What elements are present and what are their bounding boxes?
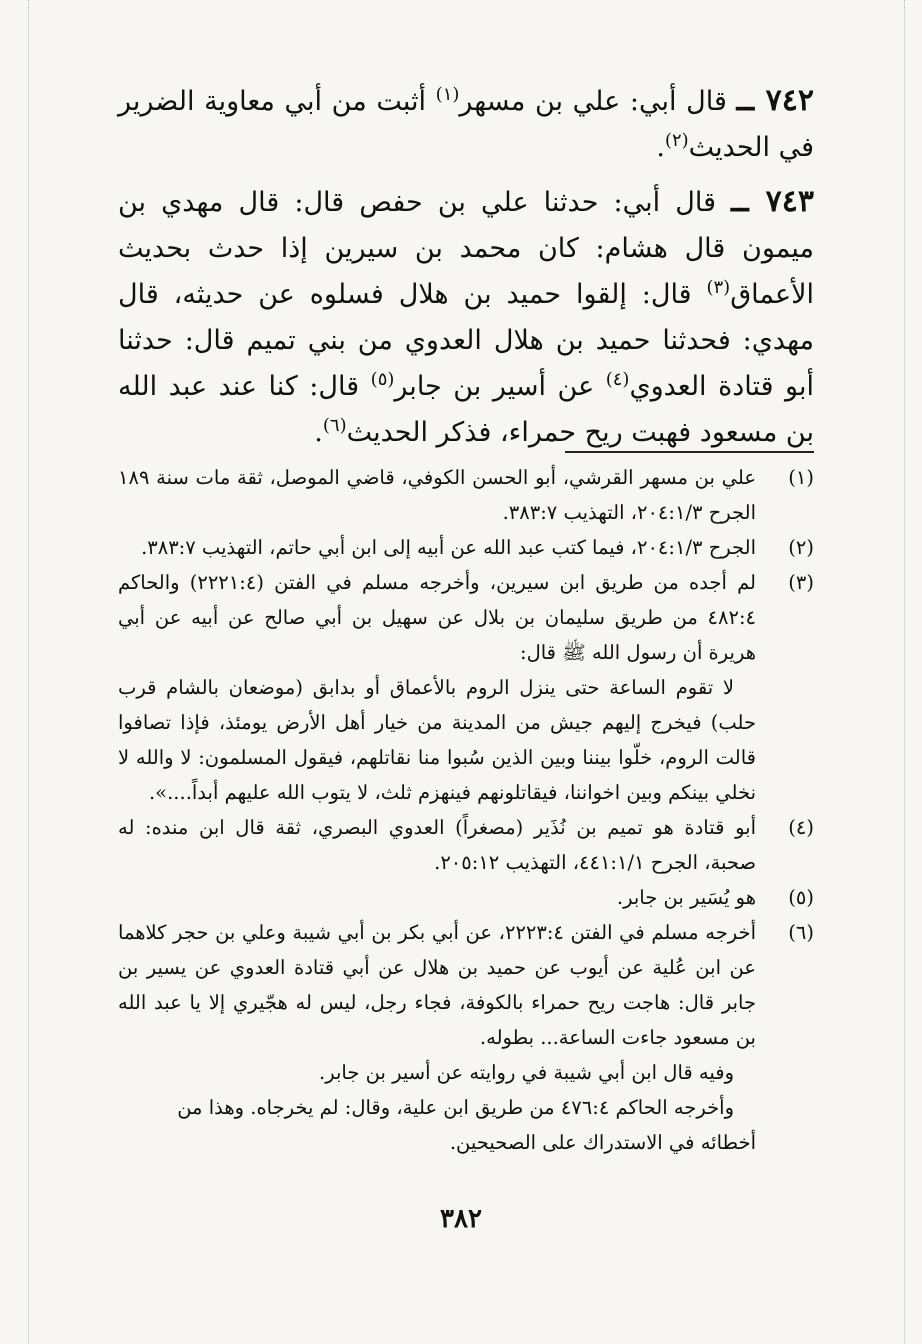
entry-text: . — [656, 132, 665, 163]
footnote-2 — [118, 530, 814, 565]
footnote-ref: (٣) — [706, 277, 731, 298]
footnotes — [118, 460, 814, 1160]
entry-text: قال: كنا عند عبد الله بن مسعود فهبت ريح حمراء، فذكر الحديث — [118, 371, 814, 448]
footnote-continuation: وأخرجه الحاكم ٤٧٦:٤ من طريق ابن علية، وقال: لم يخرجاه. وهذا من أخطائه في الاستدراك على الصحيحين. — [177, 1096, 756, 1154]
entry-number: ٧٤٣ ــ — [731, 184, 814, 219]
footnote-3 — [118, 565, 814, 810]
entry-text: عن أسير بن جابر — [394, 371, 606, 402]
main-text — [118, 78, 814, 464]
footnote-number: (١) — [788, 466, 814, 489]
footnote-4 — [118, 810, 814, 880]
footnote-continuation: وفيه قال ابن أبي شيبة في روايته عن أسير بن جابر. — [319, 1061, 734, 1084]
entry-text: أثبت من أبي معاوية الضرير في الحديث — [118, 86, 814, 163]
footnote-6 — [118, 915, 814, 1055]
entry-number: ٧٤٢ ــ — [736, 83, 814, 118]
footnote-1 — [118, 460, 814, 530]
footnote-text: أخرجه مسلم في الفتن ٢٢٢٣:٤، عن أبي بكر بن أبي شيبة وعلي بن حجر كلاهما عن ابن عُلية عن أيوب عن حميد بن هلال عن أبي قتادة العدوي عن يسير بن جابر قال: هاجت ريح حمراء بالكوفة، فجاء رجل، ليس له هجّيري إلا يا عبد الله بن مسعود جاءت الساعة... بطوله. — [118, 921, 757, 1049]
footnote-5 — [118, 880, 814, 915]
footnote-separator — [565, 451, 814, 453]
footnote-number: (٦) — [788, 921, 814, 944]
entry-text: قال أبي: حدثنا علي بن حفص قال: قال مهدي بن ميمون قال هشام: كان محمد بن سيرين إذا حدث بحديث الأعماق — [118, 187, 814, 310]
footnote-text: لم أجده من طريق ابن سيرين، وأخرجه مسلم في الفتن (٢٢٢١:٤) والحاكم ٤٨٢:٤ من طريق سليمان بن بلال عن سهيل بن أبي صالح عن أبيه عن أبي هريرة أن رسول الله ﷺ قال: — [118, 571, 757, 664]
footnote-ref: (٦) — [322, 415, 347, 436]
footnote-text: الجرح ٢٠٤:١/٣، فيما كتب عبد الله عن أبيه إلى ابن أبي حاتم، التهذيب ٣٨٣:٧. — [141, 536, 756, 559]
entry-text: قال أبي: علي بن مسهر — [459, 86, 727, 117]
footnote-ref: (٤) — [605, 369, 630, 390]
footnote-number: (٣) — [788, 571, 814, 594]
entry-743 — [118, 179, 814, 456]
entry-text: . — [314, 417, 323, 448]
footnote-body — [118, 565, 756, 810]
footnote-ref: (٢) — [664, 130, 689, 151]
footnote-number: (٥) — [788, 886, 814, 909]
footnote-text: علي بن مسهر القرشي، أبو الحسن الكوفي، قاضي الموصل، ثقة مات سنة ١٨٩ الجرح ٢٠٤:١/٣، التهذيب ٣٨٣:٧. — [118, 466, 756, 524]
page-number: ٣٨٢ — [440, 1204, 482, 1234]
footnote-number: (٢) — [788, 536, 814, 559]
footnote-number: (٤) — [788, 816, 814, 839]
hadith-quote: لا تقوم الساعة حتى ينزل الروم بالأعماق أو بدابق (موضعان بالشام قرب حلب) فيخرج إليهم جيش من المدينة من خيار أهل الأرض يومئذ، فإذا تصافوا قالت الروم، خلّوا بيننا وبين الذين سُبوا منا نقاتلهم، فيقول المسلمون: لا والله لا نخلي بينكم وبين اخواننا، فيقاتلونهم فينهزم ثلث، لا يتوب الله عليهم أبداً....». — [118, 676, 756, 804]
footnote-text: أبو قتادة هو تميم بن نُذَير (مصغراً) العدوي البصري، ثقة قال ابن منده: له صحبة، الجرح ٤٤١:١/١، التهذيب ٢٠٥:١٢. — [118, 816, 756, 874]
footnote-text: هو يُسَير بن جابر. — [616, 886, 756, 909]
footnote-ref: (٥) — [370, 369, 395, 390]
scan-edge-line — [28, 0, 29, 1344]
entry-text: قال: إلقوا حميد بن هلال فسلوه عن حديثه، قال مهدي: فحدثنا حميد بن هلال العدوي من بني تميم قال: حدثنا أبو قتادة العدوي — [118, 279, 814, 402]
scan-edge-line — [904, 0, 905, 1344]
footnote-ref: (١) — [435, 84, 460, 105]
entry-742 — [118, 78, 814, 171]
